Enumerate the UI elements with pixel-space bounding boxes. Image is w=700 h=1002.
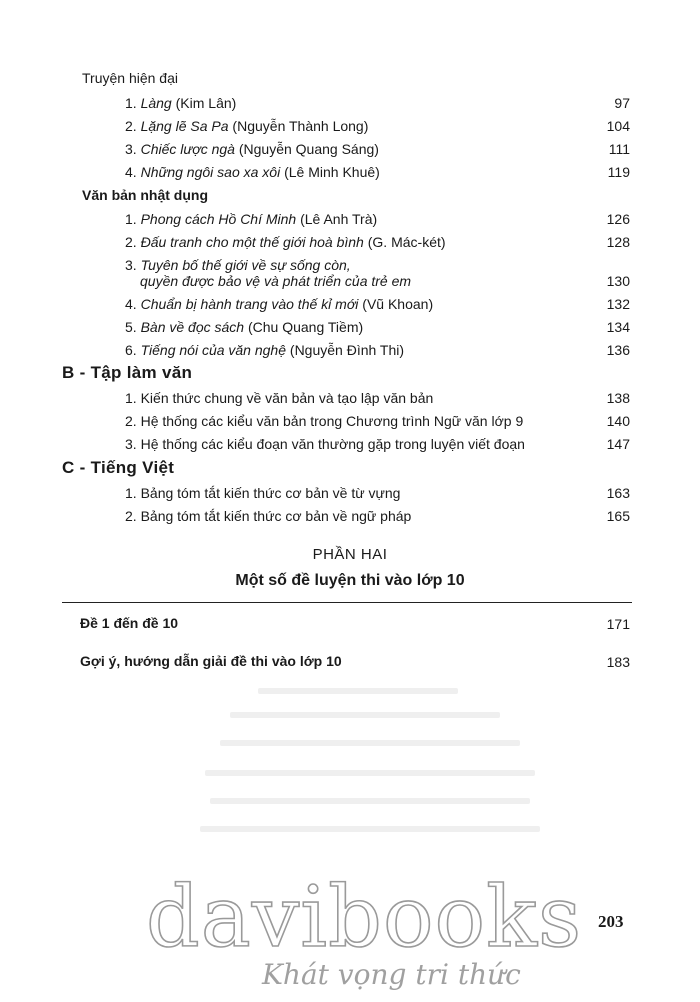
entry-index: 5.: [125, 319, 141, 335]
entry-index: 2.: [125, 413, 141, 429]
entry-index: 4.: [125, 296, 141, 312]
entry-page: 111: [608, 141, 630, 157]
entry-index: 1.: [125, 485, 141, 501]
entry-page: 97: [614, 95, 630, 111]
toc-entry-continuation: [140, 272, 411, 290]
toc-entry[interactable]: [125, 117, 368, 135]
toc-entry[interactable]: [125, 389, 433, 407]
entry-title: Bảng tóm tắt kiến thức cơ bản về từ vựng: [140, 485, 401, 501]
entry-title: Tuyên bố thế giới về sự sống còn,: [140, 257, 351, 273]
toc-entry[interactable]: [125, 412, 523, 430]
entry-index: 2.: [125, 118, 141, 134]
entry-title: Hệ thống các kiểu văn bản trong Chương trình Ngữ văn lớp 9: [140, 413, 524, 429]
bleed-through-mark: [258, 688, 458, 694]
entry-title: Đấu tranh cho một thế giới hoà bình: [140, 234, 364, 250]
entry-title: Chuẩn bị hành trang vào thế kỉ mới: [140, 296, 359, 312]
toc-entry[interactable]: [125, 484, 400, 502]
entry-page: 136: [606, 342, 630, 358]
entry-page: 183: [606, 654, 630, 670]
entry-page: 119: [607, 164, 630, 180]
toc-entry[interactable]: [125, 163, 380, 181]
entry-index: 1.: [125, 390, 141, 406]
entry-title: Tiếng nói của văn nghệ: [140, 342, 287, 358]
entry-page: 128: [606, 234, 630, 250]
entry-title: Lặng lẽ Sa Pa: [140, 118, 229, 134]
entry-author: (Nguyễn Đình Thi): [286, 342, 405, 358]
toc-entry[interactable]: [125, 233, 446, 251]
subsection-heading-modern-story: Truyện hiện đại: [82, 70, 178, 86]
entry-page: 132: [606, 296, 630, 312]
entry-title: Làng: [140, 95, 172, 111]
toc-entry[interactable]: [125, 140, 379, 158]
entry-author: (Lê Anh Trà): [296, 211, 378, 227]
watermark-tagline: Khát vọng tri thức: [262, 958, 521, 991]
toc-entry[interactable]: [125, 210, 377, 228]
bleed-through-mark: [210, 798, 530, 804]
entry-author: (Kim Lân): [171, 95, 237, 111]
toc-entry[interactable]: [125, 318, 363, 336]
entry-author: (Nguyễn Quang Sáng): [234, 141, 379, 157]
entry-index: 2.: [125, 234, 141, 250]
entry-index: 2.: [125, 508, 141, 524]
divider: [62, 602, 632, 603]
toc-entry[interactable]: [125, 341, 404, 359]
entry-title: Chiếc lược ngà: [140, 141, 235, 157]
entry-title-line2: quyền được bảo vệ và phát triển của trẻ em: [140, 273, 412, 289]
entry-index: 3.: [125, 436, 141, 452]
bleed-through-mark: [205, 770, 535, 776]
toc-entry[interactable]: [125, 295, 433, 313]
entry-title: Kiến thức chung về văn bản và tạo lập văn bản: [140, 390, 434, 406]
part-title: Một số đề luyện thi vào lớp 10: [235, 572, 465, 589]
page-number: 203: [598, 912, 624, 931]
entry-author: (Vũ Khoan): [358, 296, 434, 312]
entry-page: 165: [606, 508, 630, 524]
entry-title: Hệ thống các kiểu đoạn văn thường gặp trong luyện viết đoạn: [140, 436, 525, 452]
part-label: PHẦN HAI: [312, 546, 388, 563]
entry-index: 1.: [125, 95, 141, 111]
entry-title: Bàn về đọc sách: [140, 319, 245, 335]
entry-author: (Chu Quang Tiềm): [244, 319, 364, 335]
entry-page: 138: [606, 390, 630, 406]
entry-index: 3.: [125, 257, 141, 273]
bleed-through-mark: [230, 712, 500, 718]
exam-entry[interactable]: Đề 1 đến đề 10: [80, 615, 179, 631]
entry-page: 147: [606, 436, 630, 452]
entry-page: 171: [606, 616, 630, 632]
bleed-through-mark: [220, 740, 520, 746]
subsection-heading-practical-text: Văn bản nhật dụng: [82, 187, 208, 203]
section-heading-vietnamese: C - Tiếng Việt: [62, 458, 175, 477]
entry-author: (G. Mác-két): [363, 234, 446, 250]
entry-page: 163: [606, 485, 630, 501]
entry-index: 6.: [125, 342, 141, 358]
bleed-through-mark: [200, 826, 540, 832]
entry-index: 3.: [125, 141, 141, 157]
toc-entry[interactable]: [125, 435, 525, 453]
entry-page: 104: [606, 118, 630, 134]
entry-title: Bảng tóm tắt kiến thức cơ bản về ngữ pháp: [140, 508, 412, 524]
toc-entry[interactable]: [125, 94, 236, 112]
entry-author: (Lê Minh Khuê): [280, 164, 380, 180]
entry-page: 126: [606, 211, 630, 227]
entry-page: 134: [606, 319, 630, 335]
entry-page: 140: [606, 413, 630, 429]
entry-author: (Nguyễn Thành Long): [228, 118, 369, 134]
watermark-logo: davibooks: [146, 868, 583, 966]
section-heading-composition: B - Tập làm văn: [62, 363, 193, 382]
entry-title: Phong cách Hồ Chí Minh: [140, 211, 297, 227]
toc-entry[interactable]: [125, 507, 411, 525]
entry-index: 1.: [125, 211, 141, 227]
entry-page: 130: [606, 273, 630, 289]
entry-index: 4.: [125, 164, 141, 180]
exam-entry[interactable]: Gợi ý, hướng dẫn giải đề thi vào lớp 10: [80, 653, 342, 669]
entry-title: Những ngôi sao xa xôi: [140, 164, 281, 180]
